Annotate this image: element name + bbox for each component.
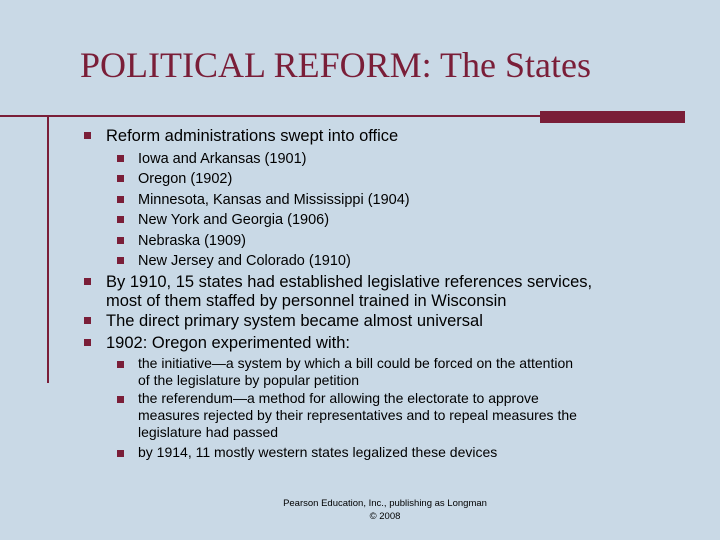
slide-title: POLITICAL REFORM: The States <box>80 45 591 85</box>
bullet-square-icon <box>117 450 124 457</box>
sub-bullet-item: Minnesota, Kansas and Mississippi (1904) <box>138 192 410 208</box>
bullet-square-icon <box>117 361 124 368</box>
bullet-square-icon <box>117 237 124 244</box>
footer-copyright: © 2008 <box>369 511 401 522</box>
bullet-square-icon <box>84 339 91 346</box>
footer-publisher: Pearson Education, Inc., publishing as Longman <box>283 498 487 509</box>
bullet-square-icon <box>117 216 124 223</box>
sub-bullet-item: Iowa and Arkansas (1901) <box>138 151 307 167</box>
bullet-square-icon <box>117 175 124 182</box>
bullet-item: By 1910, 15 states had established legislative references services, <box>106 273 593 291</box>
sub-bullet-item: Nebraska (1909) <box>138 233 246 249</box>
sub-bullet-item: Oregon (1902) <box>138 171 233 187</box>
bullet-item: Reform administrations swept into office <box>106 127 399 145</box>
title-divider-line <box>0 115 540 117</box>
sub-bullet-item: New York and Georgia (1906) <box>138 212 330 228</box>
slide-footer <box>225 497 545 523</box>
bullet-square-icon <box>117 155 124 162</box>
sub-bullet-continuation: measures rejected by their representatives and to repeal measures the <box>138 407 577 423</box>
sub-bullet-item: by 1914, 11 mostly western states legalized these devices <box>138 444 498 460</box>
bullet-item: The direct primary system became almost universal <box>106 312 483 330</box>
bullet-item: 1902: Oregon experimented with: <box>106 334 350 352</box>
left-accent-line <box>47 117 49 383</box>
bullet-square-icon <box>117 257 124 264</box>
title-accent-bar <box>540 111 685 123</box>
bullet-item-continuation: most of them staffed by personnel trained in Wisconsin <box>106 292 507 310</box>
bullet-square-icon <box>84 317 91 324</box>
sub-bullet-item: New Jersey and Colorado (1910) <box>138 253 351 269</box>
bullet-square-icon <box>84 132 91 139</box>
sub-bullet-continuation: legislature had passed <box>138 424 279 440</box>
bullet-square-icon <box>117 396 124 403</box>
bullet-square-icon <box>117 196 124 203</box>
bullet-square-icon <box>84 278 91 285</box>
sub-bullet-item: the initiative—a system by which a bill could be forced on the attention <box>138 355 574 371</box>
sub-bullet-continuation: of the legislature by popular petition <box>138 372 360 388</box>
sub-bullet-item: the referendum—a method for allowing the electorate to approve <box>138 390 539 406</box>
